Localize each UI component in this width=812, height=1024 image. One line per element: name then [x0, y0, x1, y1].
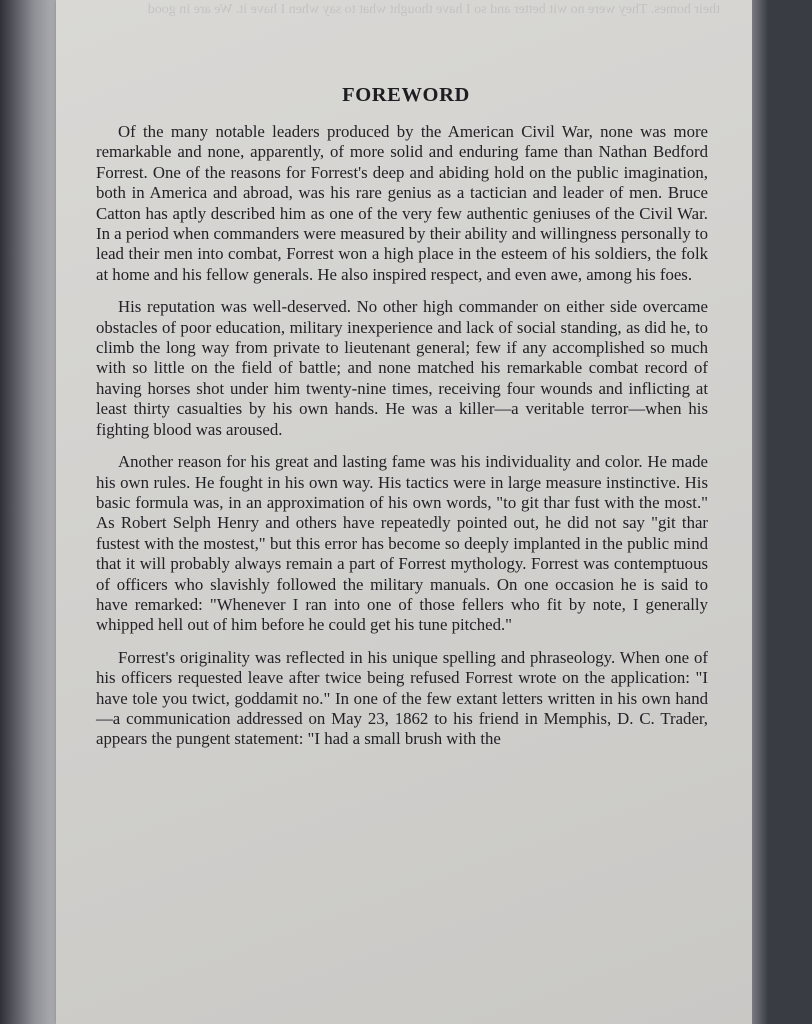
paragraph-4: Forrest's originality was reflected in his unique spelling and phraseology. When one of his officers requested leave after twice being refused Forrest wrote on the application: "I have tole you twict, goddamit no." In one of the few extant letters written in his own hand—a communication addressed on May 23, 1862 to his friend in Memphis, D. C. Trader, appears the pungent statement: "I had a small brush with the	[96, 647, 708, 749]
show-through-line: their homes. They were no wit better and so I have thought what to say when I have it. We are in good	[147, 2, 720, 17]
show-through-text	[147, 0, 720, 78]
page-edge-shadow	[752, 0, 768, 1024]
paragraph-1: Of the many notable leaders produced by the American Civil War, none was more remarkable and none, apparently, of more solid and enduring fame than Nathan Bedford Forrest. One of the reasons for Forrest's deep and abiding hold on the public imagination, both in America and abroad, was his rare genius as a tactician and leader of men. Bruce Catton has aptly described him as one of the very few authentic geniuses of the Civil War. In a period when commanders were measured by their ability and willingness personally to lead their men into combat, Forrest won a high place in the esteem of his soldiers, the folk at home and his fellow generals. He also inspired respect, and even awe, among his foes.	[96, 122, 708, 284]
page-title: FOREWORD	[342, 84, 470, 106]
body-text	[96, 122, 708, 750]
book-gutter-shadow	[0, 0, 62, 1024]
paragraph-2: His reputation was well-deserved. No other high commander on either side overcame obstacles of poor education, military inexperience and lack of social standing, as did he, to climb the long way from private to lieutenant general; few if any accomplished so much with so little on the field of battle; and none matched his remarkable combat record of having horses shot under him twenty-nine times, receiving four wounds and inflicting at least thirty casualties by his own hands. He was a killer—a veritable terror—when his fighting blood was aroused.	[96, 297, 708, 439]
paragraph-3: Another reason for his great and lasting fame was his individuality and color. He made his own rules. He fought in his own way. His tactics were in large measure instinctive. His basic formula was, in an approximation of his own words, "to git thar fust with the most." As Robert Selph Henry and others have repeatedly pointed out, he did not say "git thar fustest with the mostest," but this error has become so deeply implanted in the public mind that it will probably always remain a part of Forrest mythology. Forrest was contemptuous of officers who slavishly followed the military manuals. On one occasion he is said to have remarked: "Whenever I ran into one of those fellers who fit by note, I generally whipped hell out of him before he could get his tune pitched."	[96, 452, 708, 635]
